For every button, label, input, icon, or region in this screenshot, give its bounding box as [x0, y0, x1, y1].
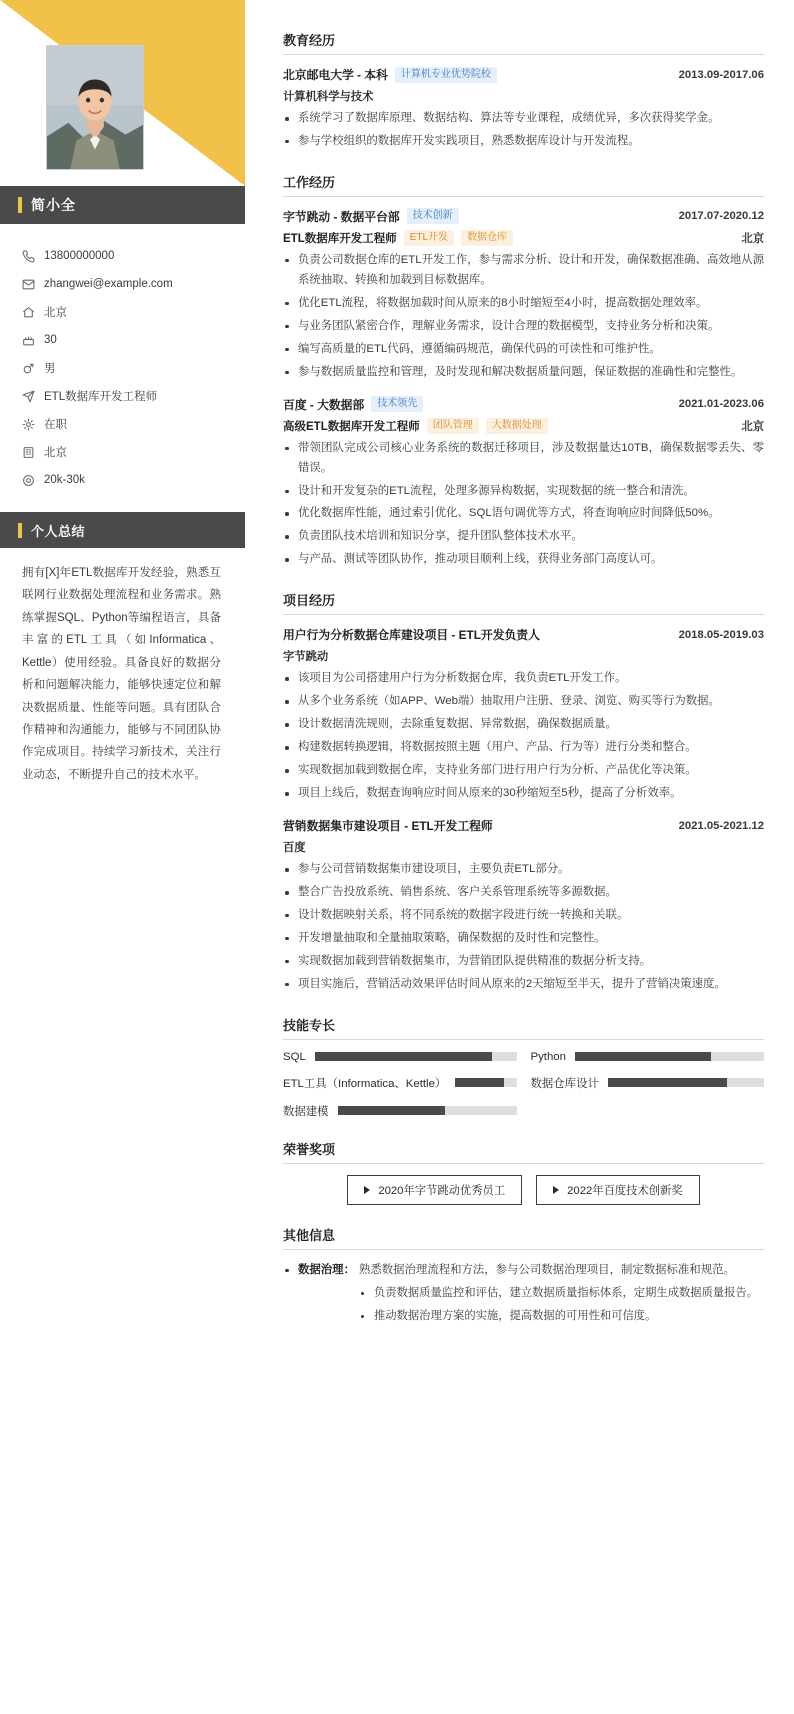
project-name: 用户行为分析数据仓库建设项目 - ETL开发负责人 [283, 628, 540, 643]
company-name: 百度 - 大数据部 [283, 397, 365, 412]
contact-item-email [22, 270, 245, 298]
skill-name: ETL工具（Informatica、Kettle） [283, 1077, 447, 1090]
project-entry [283, 626, 764, 804]
work-date: 2017.07-2020.12 [678, 210, 764, 223]
work-role-left [283, 230, 513, 246]
skill-item [531, 1075, 765, 1091]
home-icon [22, 306, 40, 319]
award-row [283, 1175, 764, 1205]
other-bullets [359, 1284, 764, 1327]
list-item: 该项目为公司搭建用户行为分析数据仓库，我负责ETL开发工作。 [283, 669, 764, 689]
work-entry-header [283, 396, 764, 413]
skill-bar [338, 1106, 517, 1115]
skill-name: Python [530, 1050, 566, 1063]
work-entry-left [283, 208, 459, 225]
list-item: 带领团队完成公司核心业务系统的数据迁移项目，涉及数据量达10TB，确保数据零丢失、零错误。 [283, 439, 764, 479]
contact-item-age [22, 326, 245, 354]
company-tag: 技术创新 [407, 208, 459, 224]
name-accent [18, 197, 22, 213]
role-tag: ETL开发 [404, 230, 454, 246]
list-item: 负责公司数据仓库的ETL开发工作，参与需求分析、设计和开发，确保数据准确、高效地从源系统抽取、转换和加载到目标数据库。 [283, 251, 764, 291]
list-item: 设计和开发复杂的ETL流程，处理多源异构数据，实现数据的统一整合和清洗。 [283, 482, 764, 502]
award-badge [536, 1175, 700, 1205]
project-org: 百度 [283, 842, 306, 855]
list-item: 编写高质量的ETL代码，遵循编码规范，确保代码的可读性和可维护性。 [283, 340, 764, 360]
skill-name: 数据仓库设计 [530, 1077, 599, 1090]
contact-item-hometown [22, 298, 245, 326]
list-item: 参与数据质量监控和管理，及时发现和解决数据质量问题，保证数据的准确性和完整性。 [283, 363, 764, 383]
award-label: 2020年字节跳动优秀员工 [378, 1184, 506, 1197]
work-bullets [283, 439, 764, 571]
section-title-skills: 技能专长 [283, 1015, 764, 1040]
work-entry [283, 396, 764, 571]
list-item: 整合广告投放系统、销售系统、客户关系管理系统等多源数据。 [283, 883, 764, 903]
role-tag: 大数据处理 [486, 418, 548, 434]
section-education [283, 30, 764, 152]
project-entry-left [283, 817, 493, 834]
section-awards [283, 1139, 764, 1205]
sidebar [0, 0, 245, 1714]
contact-text: 在职 [44, 419, 67, 431]
contact-item-gender [22, 354, 245, 382]
contact-text: 北京 [44, 307, 67, 319]
list-item: 项目实施后，营销活动效果评估时间从原来的2天缩短至半天，提升了营销决策速度。 [283, 975, 764, 995]
education-bullets [283, 109, 764, 152]
other-body [359, 1261, 764, 1329]
skill-item [283, 1075, 517, 1091]
contact-text: 北京 [44, 447, 67, 459]
contact-text: ETL数据库开发工程师 [44, 391, 158, 403]
summary-accent [18, 523, 22, 538]
skill-item [531, 1051, 765, 1063]
work-city: 北京 [741, 420, 764, 433]
triangle-icon [364, 1186, 370, 1194]
list-item: 项目上线后，数据查询响应时间从原来的30秒缩短至5秒，提高了分析效率。 [283, 784, 764, 804]
skill-item [283, 1051, 517, 1063]
project-date: 2018.05-2019.03 [678, 628, 764, 641]
company-tag: 技术领先 [371, 396, 423, 412]
list-item: 开发增量抽取和全量抽取策略，确保数据的及时性和完整性。 [283, 929, 764, 949]
work-role-left [283, 418, 548, 434]
work-entry [283, 208, 764, 383]
contact-text: 20k-30k [44, 474, 85, 486]
project-name: 营销数据集市建设项目 - ETL开发工程师 [283, 819, 493, 834]
skill-item [283, 1103, 517, 1119]
contact-item-job [22, 382, 245, 410]
gender-icon [22, 362, 40, 375]
list-item: 设计数据清洗规则，去除重复数据、异常数据，确保数据质量。 [283, 715, 764, 735]
list-item: 参与学校组织的数据库开发实践项目，熟悉数据库设计与开发流程。 [283, 132, 764, 152]
role-tag: 团队管理 [427, 418, 479, 434]
section-title-work: 工作经历 [283, 172, 764, 197]
list-item: 负责数据质量监控和评估，建立数据质量指标体系，定期生成数据质量报告。 [359, 1284, 764, 1304]
project-org: 字节跳动 [283, 651, 329, 664]
award-badge [347, 1175, 522, 1205]
salary-icon [22, 474, 40, 487]
avatar-illustration [47, 46, 143, 169]
section-title-other: 其他信息 [283, 1225, 764, 1250]
education-entry-left [283, 66, 497, 83]
triangle-icon [553, 1186, 559, 1194]
list-item: 系统学习了数据库原理、数据结构、算法等专业课程，成绩优异，多次获得奖学金。 [283, 109, 764, 129]
contact-item-location [22, 438, 245, 466]
name-banner [0, 186, 245, 224]
project-bullets [283, 860, 764, 995]
role-title: 高级ETL数据库开发工程师 [283, 420, 420, 433]
skill-grid [283, 1051, 764, 1119]
award-label: 2022年百度技术创新奖 [567, 1184, 683, 1197]
skill-bar [315, 1052, 517, 1061]
contact-text: 13800000000 [44, 250, 115, 262]
education-major: 计算机科学与技术 [283, 91, 374, 103]
section-projects [283, 590, 764, 994]
contact-item-status [22, 410, 245, 438]
project-bullets [283, 669, 764, 804]
section-work [283, 172, 764, 570]
contact-text: zhangwei@example.com [44, 278, 173, 290]
profile-name: 简小全 [31, 197, 76, 213]
status-icon [22, 418, 40, 431]
list-item: 与产品、测试等团队协作，推动项目顺利上线，获得业务部门高度认可。 [283, 550, 764, 570]
cake-icon [22, 334, 40, 347]
education-entry-header [283, 66, 764, 83]
work-role-line [283, 230, 764, 246]
list-item: 参与公司营销数据集市建设项目，主要负责ETL部分。 [283, 860, 764, 880]
education-date: 2013.09-2017.06 [678, 68, 764, 81]
work-bullets [283, 251, 764, 383]
location-icon [22, 446, 40, 459]
section-title-education: 教育经历 [283, 30, 764, 55]
work-city: 北京 [741, 232, 764, 245]
work-date: 2021.01-2023.06 [678, 398, 764, 411]
project-entry [283, 817, 764, 995]
skill-bar [575, 1052, 764, 1061]
project-entry-header [283, 817, 764, 834]
list-item: 构建数据转换逻辑，将数据按照主题（用户、产品、行为等）进行分类和整合。 [283, 738, 764, 758]
section-skills [283, 1015, 764, 1119]
role-title: ETL数据库开发工程师 [283, 232, 397, 245]
summary-banner [0, 512, 245, 548]
main-content [245, 0, 794, 1714]
list-item: 推动数据治理方案的实施，提高数据的可用性和可信度。 [359, 1307, 764, 1327]
education-entry [283, 66, 764, 152]
list-item: 优化ETL流程，将数据加载时间从原来的8小时缩短至4小时，提高数据处理效率。 [283, 294, 764, 314]
contact-list [0, 224, 245, 504]
contact-text: 30 [44, 334, 57, 346]
project-date: 2021.05-2021.12 [678, 819, 764, 832]
list-item: 与业务团队紧密合作，理解业务需求，设计合理的数据模型，支持业务分析和决策。 [283, 317, 764, 337]
school-name: 北京邮电大学 - 本科 [283, 68, 388, 82]
summary-title: 个人总结 [31, 523, 86, 539]
skill-name: 数据建模 [283, 1105, 329, 1118]
project-entry-header [283, 626, 764, 643]
contact-item-salary [22, 466, 245, 494]
phone-icon [22, 250, 40, 263]
company-name: 字节跳动 - 数据平台部 [283, 209, 400, 224]
avatar [46, 45, 144, 170]
contact-item-phone [22, 242, 245, 270]
job-icon [22, 390, 40, 403]
list-item: 负责团队技术培训和知识分享，提升团队整体技术水平。 [283, 527, 764, 547]
summary-text: 拥有[X]年ETL数据库开发经验，熟悉互联网行业数据处理流程和业务需求。熟练掌握SQL、Python等编程语言，具备丰富的ETL工具（如Informatica、Kettle）使用经验。具备良好的数据分析和问题解决能力，能够快速定位和解决数据质量、性能等问题。具有团队合作精神和沟通能力，能够与不同团队协作完成项目。持续学习新技术，关注行业动态，不断提升自己的技术水平。 [22, 567, 221, 781]
list-item: 优化数据库性能，通过索引优化、SQL语句调优等方式，将查询响应时间降低50%。 [283, 504, 764, 524]
work-entry-header [283, 208, 764, 225]
skill-name: SQL [283, 1050, 306, 1063]
list-item: 实现数据加载到营销数据集市，为营销团队提供精准的数据分析支持。 [283, 952, 764, 972]
mail-icon [22, 278, 40, 291]
work-role-line [283, 418, 764, 434]
section-other [283, 1225, 764, 1329]
other-first-line: 熟悉数据治理流程和方法，参与公司数据治理项目，制定数据标准和规范。 [358, 1263, 735, 1276]
skill-bar [455, 1078, 516, 1087]
section-title-projects: 项目经历 [283, 590, 764, 615]
contact-text: 男 [44, 363, 56, 375]
school-tag: 计算机专业优势院校 [395, 67, 497, 83]
other-item [283, 1261, 764, 1329]
other-label: 数据治理： [283, 1261, 355, 1277]
skill-bar [608, 1078, 764, 1087]
list-item: 设计数据映射关系，将不同系统的数据字段进行统一转换和关联。 [283, 906, 764, 926]
section-title-awards: 荣誉奖项 [283, 1139, 764, 1164]
list-item: 从多个业务系统（如APP、Web端）抽取用户注册、登录、浏览、购买等行为数据。 [283, 692, 764, 712]
role-tag: 数据仓库 [461, 230, 513, 246]
work-entry-left [283, 396, 423, 413]
list-item: 实现数据加载到数据仓库，支持业务部门进行用户行为分析、产品优化等决策。 [283, 761, 764, 781]
project-entry-left [283, 626, 540, 643]
